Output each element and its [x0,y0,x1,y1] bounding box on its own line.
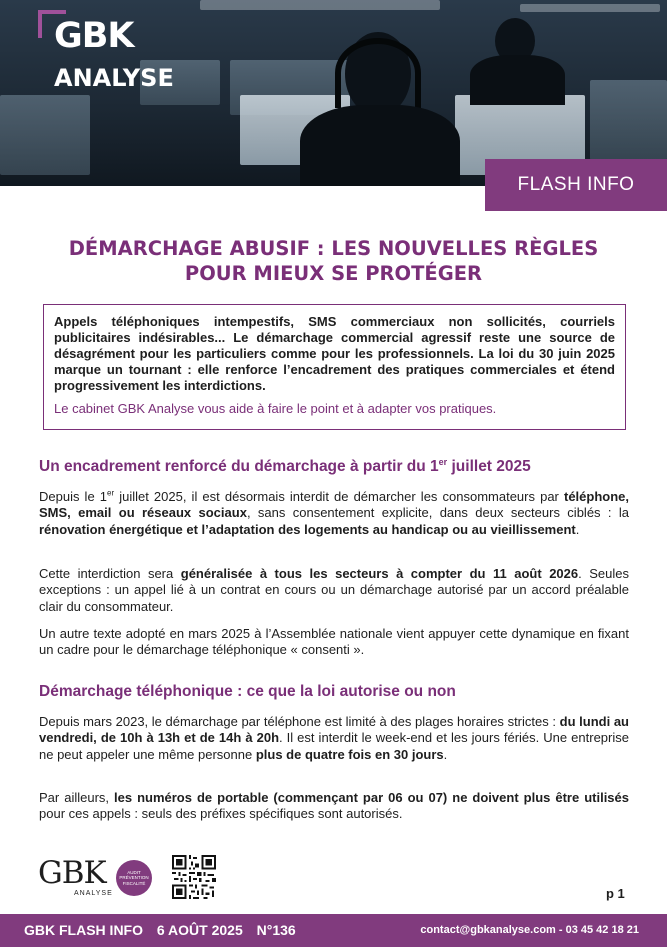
footer-publication-info [24,922,306,938]
footer-logo-name: GBK [38,855,106,891]
headset [335,38,421,108]
text: . [443,746,448,762]
footer-bar [0,914,667,947]
paragraph [39,566,629,615]
text: . Seules exceptions : un appel lié à un contrat en cours ou un démarchage autorisé par un accord préalable clair du consommateur. [39,566,629,614]
background-person [470,55,565,105]
text: juillet 2025, il est désormais interdit de démarcher les consommateurs par [114,489,564,504]
paragraph: Un autre texte adopté en mars 2025 à l’Assemblée nationale vient appuyer cette dynamique en fixant un cadre pour le démarchage téléphonique « consenti ». [39,626,629,658]
badge-text: AUDIT [127,869,141,875]
title-line-1: DÉMARCHAGE ABUSIF : LES NOUVELLES RÈGLES [68,237,599,260]
footer-contact[interactable]: contact@gbkanalyse.com - 03 45 42 18 21 [420,924,639,936]
badge-text: PRÉVENTION [119,875,149,881]
operator-body [300,105,460,186]
text: pour ces appels : seuls des préfixes spécifiques sont autorisés. [39,806,403,822]
flash-info-label: FLASH INFO [485,159,667,211]
section-heading-encadrement [39,458,531,476]
text: . [575,521,580,537]
page-number: p 1 [606,886,625,901]
paragraph [39,790,629,823]
text: Depuis le 1 [39,489,107,504]
title-line-2: POUR MIEUX SE PROTÉGER [184,262,483,285]
intro-lead: Appels téléphoniques intempestifs, SMS commerciaux non sollicités, courriels publicitaires indésirables... Le démarchage commercial agressif reste une source de désagrément pour les particuliers comme pour les professionnels. La loi du 30 juin 2025 marque un tournant : elle renforce l’encadrement des pratiques commerciales et étend progressivement les interdictions. [54,314,615,393]
page-title [40,236,627,286]
text: Cette interdiction sera [39,566,181,581]
bold-text: téléphone, SMS, email ou réseaux sociaux [39,489,629,521]
brand-subtitle: ANALYSE [54,64,174,92]
badge-text: FISCALITÉ [122,880,146,886]
background-monitor [0,95,90,175]
text: Par ailleurs, [39,790,115,805]
intro-box [43,304,626,430]
heading-text: juillet 2025 [447,458,531,475]
footer-logo [38,855,154,901]
bold-text: les numéros de portable (commençant par 06 ou 07) ne doivent plus être utilisés [114,790,629,805]
brand-name: GBK [54,16,134,56]
footer-publication: GBK FLASH INFO [24,922,143,938]
section-heading-telephone: Démarchage téléphonique : ce que la loi autorise ou non [39,683,456,700]
superscript: er [107,488,115,498]
bold-text: plus de quatre fois en 30 jours [255,746,444,762]
paragraph [39,489,629,538]
footer-logo-badge [116,860,152,896]
bold-text: du lundi au vendredi, de 10h à 13h et de 14h à 20h [39,714,629,746]
bold-text: généralisée à tous les secteurs à compter du 11 août 2026 [180,566,579,581]
ceiling-light [520,4,660,12]
heading-text: Un encadrement renforcé du démarchage à partir du 1 [39,458,439,475]
bold-text: rénovation énergétique et l’adaptation des logements au handicap ou au vieillissement [39,521,576,537]
text: , sans consentement explicite, dans deux secteurs ciblés : la [246,505,630,521]
qr-code-icon[interactable] [172,855,216,899]
text: Depuis mars 2023, le démarchage par téléphone est limité à des plages horaires strictes : [39,714,560,729]
background-monitor [590,80,667,160]
ceiling-light [200,0,440,10]
heading-superscript: er [438,456,448,467]
intro-call-to-action: Le cabinet GBK Analyse vous aide à faire le point et à adapter vos pratiques. [54,401,497,416]
footer-logo-subtitle: ANALYSE [74,890,113,897]
paragraph [39,714,629,763]
text: . Il est interdit le week-end et les jours fériés. Une entreprise ne peut appeler une même personne [39,730,629,762]
footer-date: 6 AOÛT 2025 [156,922,243,938]
footer-issue: N°136 [256,922,296,938]
